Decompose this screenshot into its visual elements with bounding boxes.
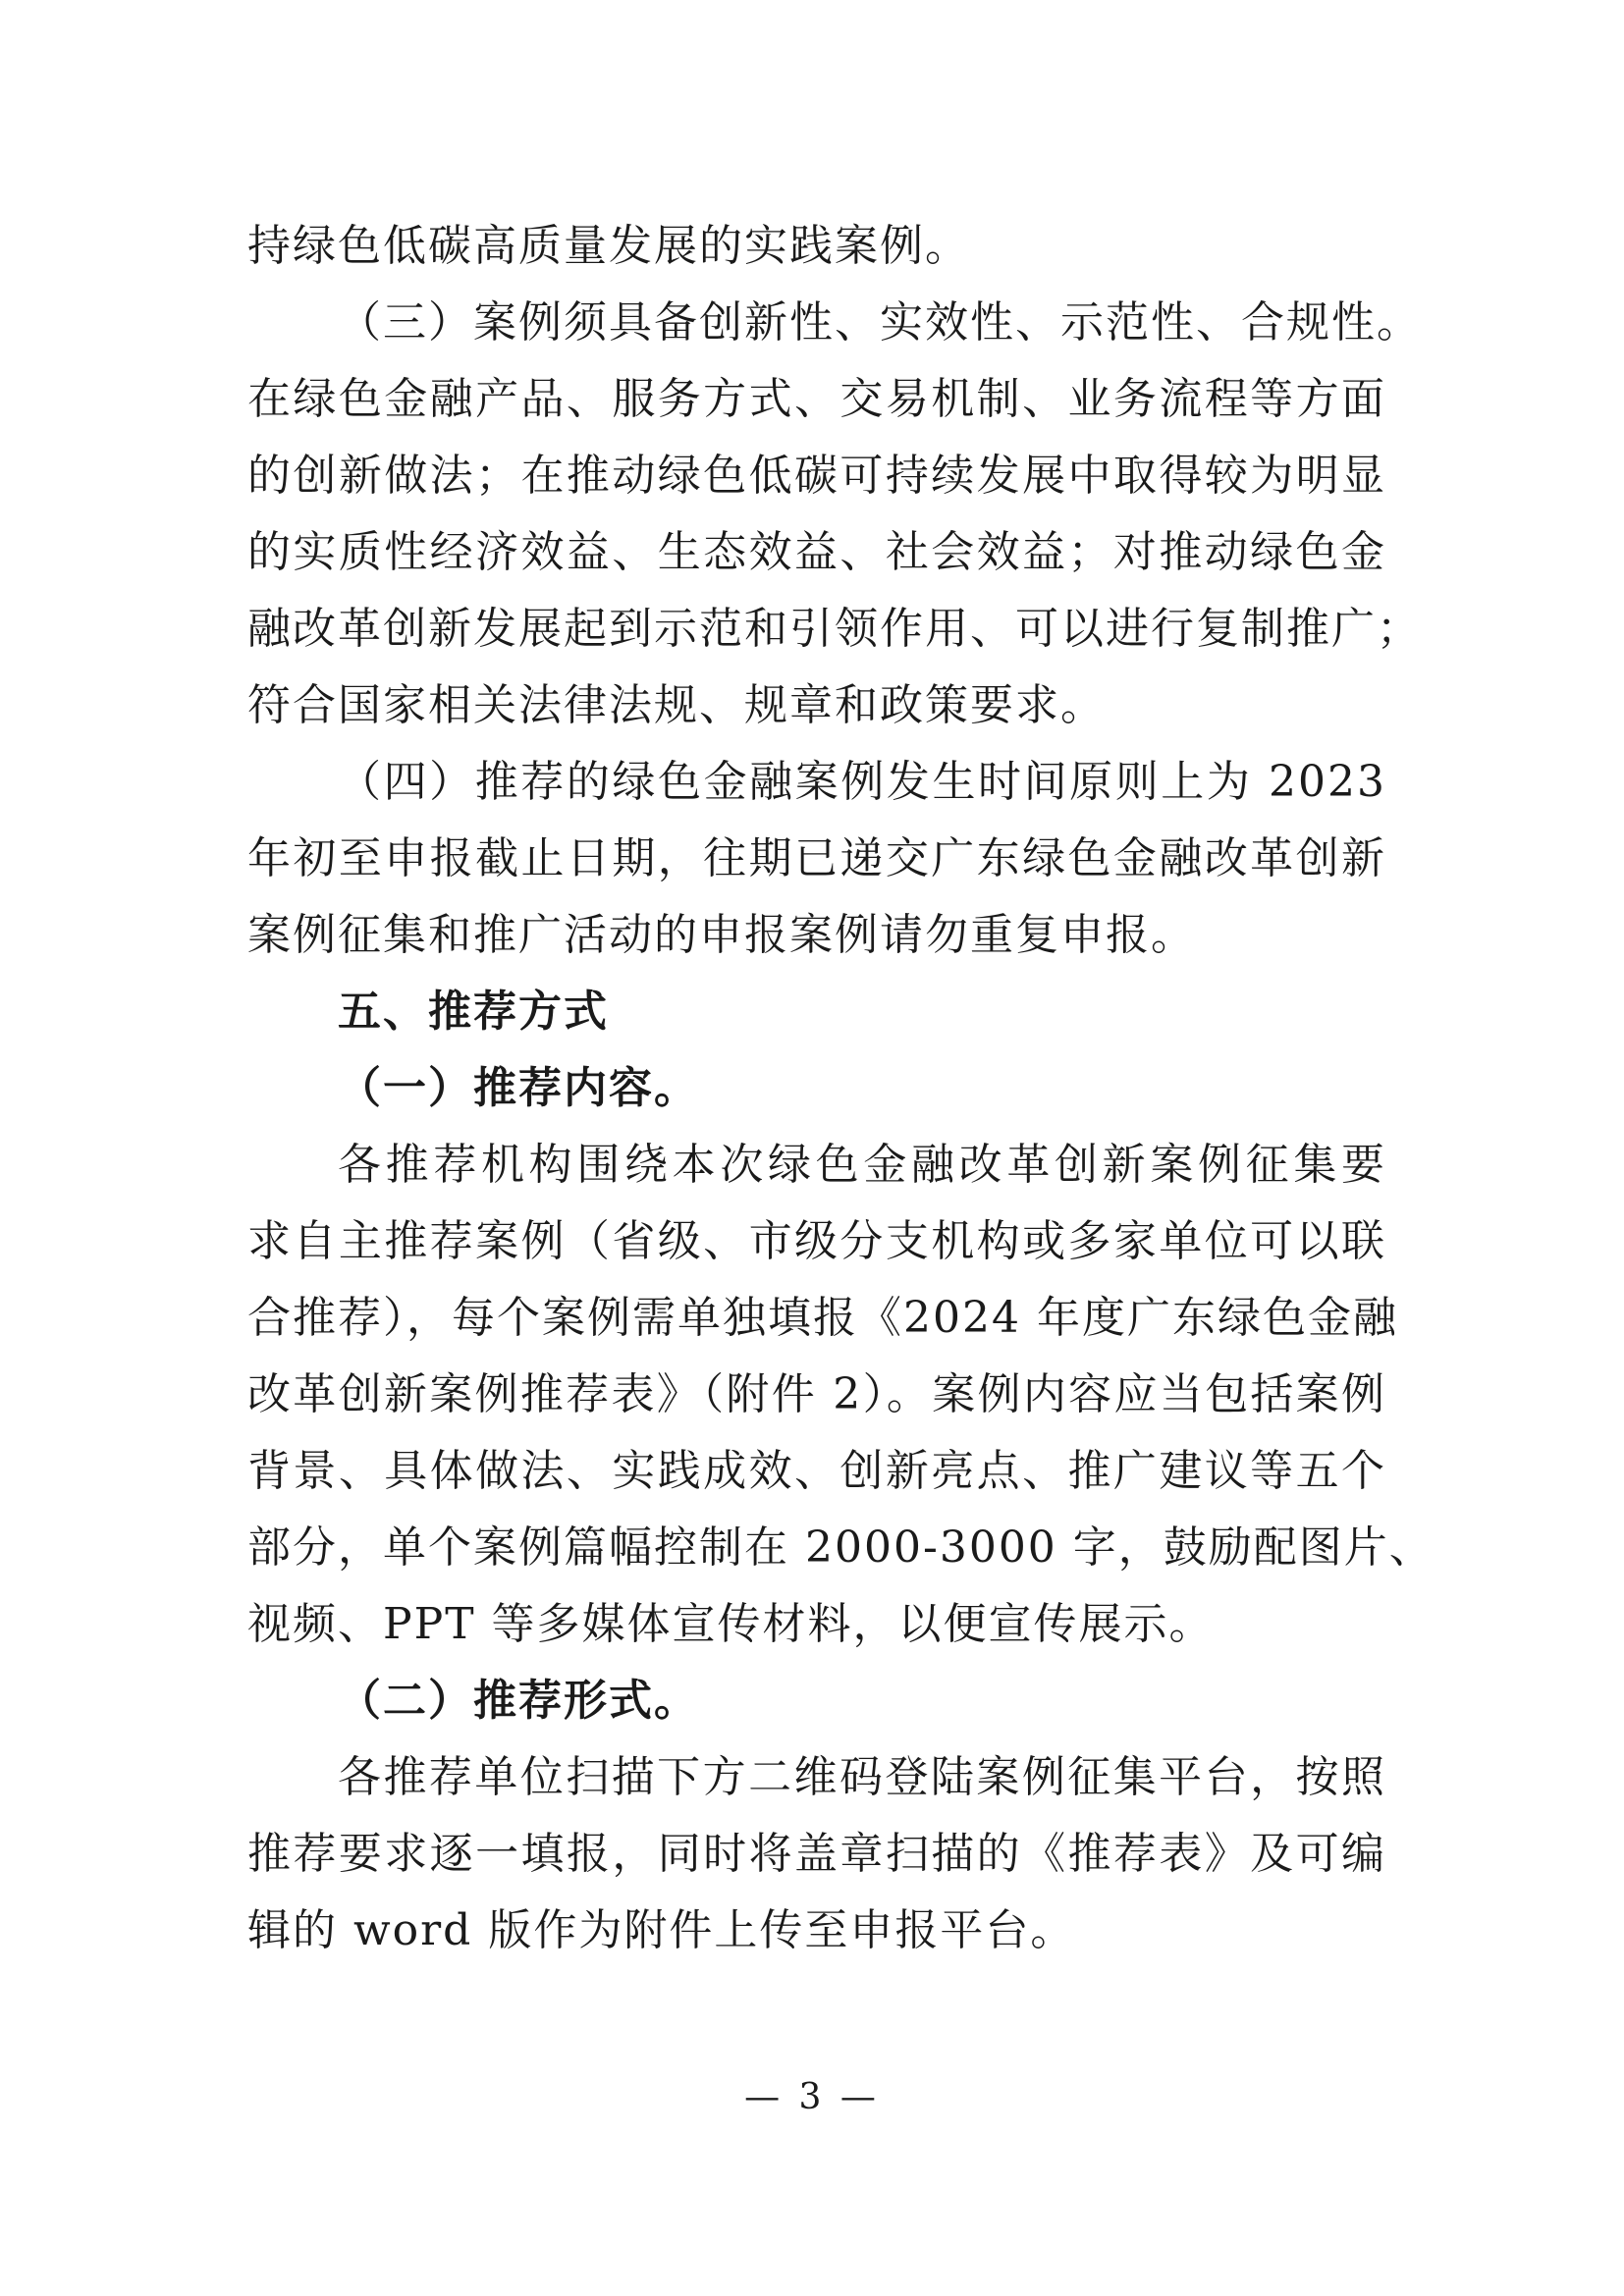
body-line: 持绿色低碳高质量发展的实践案例。 [247,221,970,271]
body-line: 各推荐单位扫描下方二维码登陆案例征集平台，按照 [338,1752,1386,1802]
body-line: 融改革创新发展起到示范和引领作用、可以进行复制推广； [247,604,1422,654]
body-line: 辑的 word 版作为附件上传至申报平台。 [247,1905,1076,1955]
body-line: 在绿色金融产品、服务方式、交易机制、业务流程等方面 [247,374,1386,424]
body-line: 部分，单个案例篇幅控制在 2000-3000 字，鼓励配图片、 [247,1522,1435,1573]
body-line: 背景、具体做法、实践成效、创新亮点、推广建议等五个 [247,1446,1386,1496]
body-line: 视频、PPT 等多媒体宣传材料，以便宣传展示。 [247,1599,1215,1649]
body-line: 各推荐机构围绕本次绿色金融改革创新案例征集要 [338,1140,1386,1190]
body-line: （四）推荐的绿色金融案例发生时间原则上为 2023 [338,757,1386,807]
subsection-heading: （一）推荐内容。 [338,1063,699,1113]
body-line: 案例征集和推广活动的申报案例请勿重复申报。 [247,910,1196,960]
body-line: 符合国家相关法律法规、规章和政策要求。 [247,680,1106,730]
body-line: 合推荐），每个案例需单独填报《2024 年度广东绿色金融 [247,1293,1398,1343]
section-heading: 五、推荐方式 [338,987,609,1037]
body-line: 的创新做法；在推动绿色低碳可持续发展中取得较为明显 [247,451,1386,501]
body-line: 求自主推荐案例（省级、市级分支机构或多家单位可以联 [247,1216,1386,1266]
subsection-heading: （二）推荐形式。 [338,1676,699,1726]
body-line: 推荐要求逐一填报，同时将盖章扫描的《推荐表》及可编 [247,1829,1386,1879]
page-number: — 3 — [744,2077,880,2117]
body-line: 年初至申报截止日期，往期已递交广东绿色金融改革创新 [247,833,1386,883]
body-line: 改革创新案例推荐表》（附件 2）。案例内容应当包括案例 [247,1369,1386,1419]
body-line: （三）案例须具备创新性、实效性、示范性、合规性。 [338,297,1422,347]
body-line: 的实质性经济效益、生态效益、社会效益；对推动绿色金 [247,527,1386,577]
